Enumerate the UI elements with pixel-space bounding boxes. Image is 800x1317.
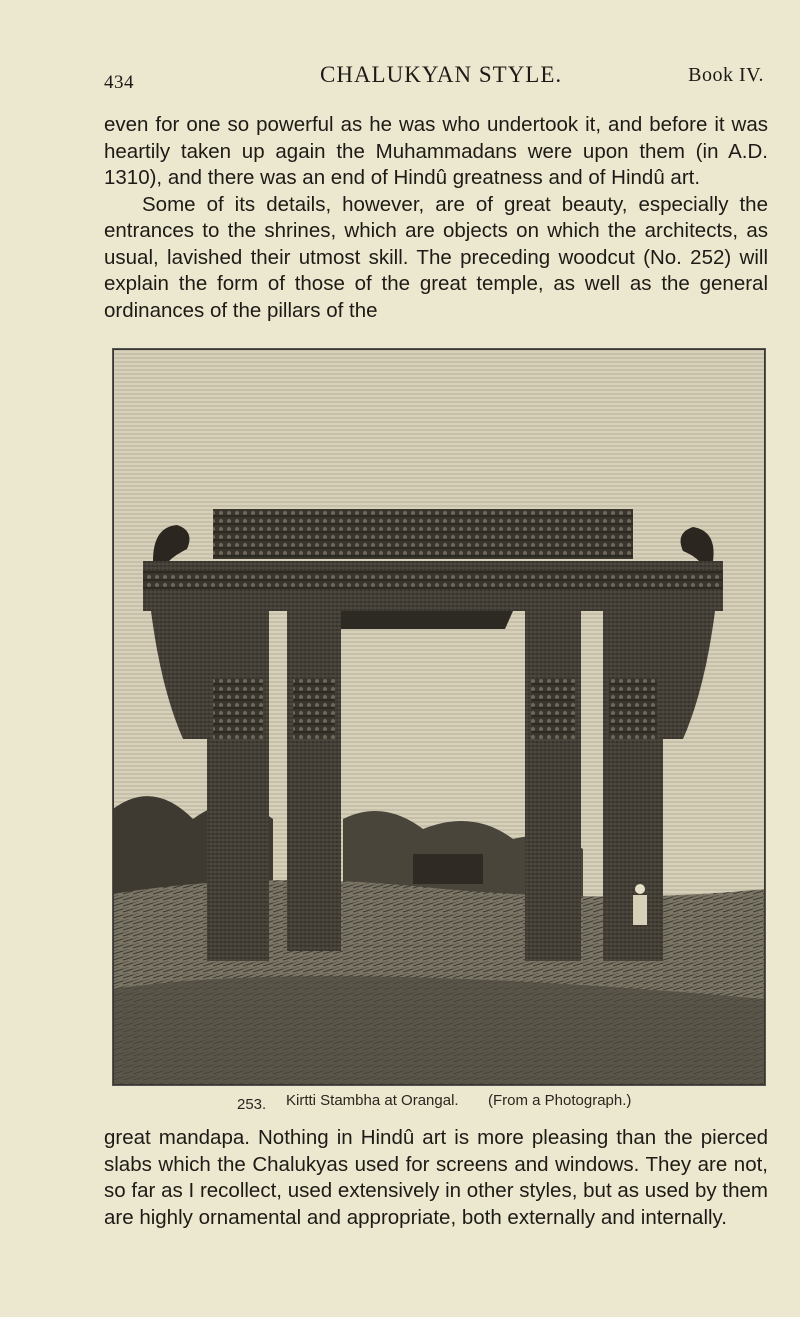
figure-number: 253. <box>237 1096 267 1113</box>
woodcut-illustration <box>112 348 766 1086</box>
book-label: Book IV. <box>688 64 764 86</box>
pillar-panel <box>293 679 335 739</box>
paragraph-2: Some of its details, however, are of great beauty, especially the entrances to the shrines, which are objects on which the architects, as usual, lavished their utmost skill. The preceding woodcut (No. 252) will explain the form of those of the great temple, as well as the general ordinances of the pillars of the <box>104 192 768 322</box>
human-figure-head <box>635 884 645 894</box>
foreground-ground <box>113 976 765 1085</box>
paragraph-3: great mandapa. Nothing in Hindû art is more pleasing than the pierced slabs which the Chalukyas used for screens and windows. They are not, so far as I recollect, used extensively in other styles, but as used by them are highly ornamental and appropriate, both externally and internally. <box>104 1126 768 1229</box>
paragraph-1: even for one so powerful as he was who undertook it, and before it was heartily taken up again the Muhammadans were upon them (in A.D. 1310), and there was an end of Hindû greatness and of Hindû art. <box>104 113 768 189</box>
gateway-engraving <box>113 349 765 1085</box>
lintel-pendants <box>333 611 513 629</box>
pillar-panel <box>213 679 263 739</box>
human-figure-body <box>633 895 647 925</box>
pillar-inner-right <box>525 611 581 961</box>
distant-building <box>413 854 483 884</box>
lintel-frieze <box>143 571 723 589</box>
pillar-inner-left <box>287 611 341 951</box>
pillar-panel <box>531 679 575 739</box>
figure-title: Kirtti Stambha at Orangal. <box>286 1092 459 1109</box>
figure-source: (From a Photograph.) <box>488 1092 632 1109</box>
running-title: CHALUKYAN STYLE. <box>320 62 563 87</box>
page-number: 434 <box>104 72 134 93</box>
top-lintel <box>213 509 633 559</box>
body-text-bottom <box>104 1125 768 1231</box>
pillar-outer-left <box>207 611 269 961</box>
pillar-panel <box>609 679 657 739</box>
body-text-top <box>104 112 768 324</box>
page-header <box>0 62 800 96</box>
